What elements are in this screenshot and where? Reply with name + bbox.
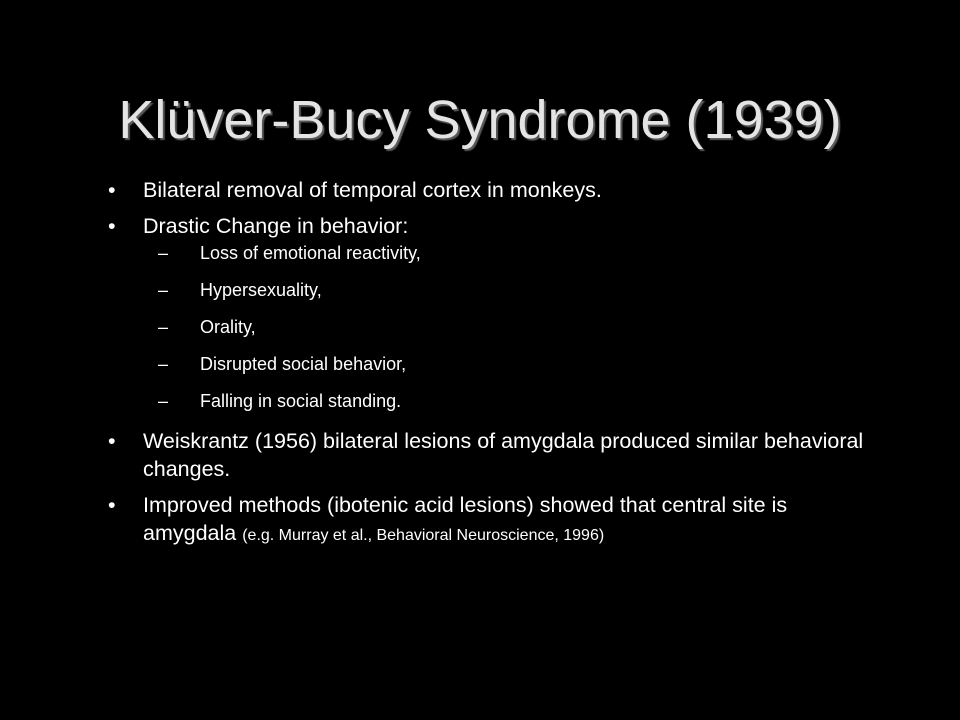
bullet-marker: • [108, 429, 116, 453]
bullet-item [108, 176, 878, 204]
bullet-item [108, 212, 878, 413]
sub-bullet-item [158, 353, 928, 376]
dash-marker: – [158, 280, 169, 300]
dash-marker: – [158, 354, 169, 374]
dash-marker: – [158, 391, 169, 411]
bullet-text: Improved methods (ibotenic acid lesions) showed that central site is amygdala [143, 493, 788, 545]
bullet-marker: • [108, 493, 116, 517]
slide-title: Klüver-Bucy Syndrome (1939) [118, 90, 842, 150]
citation-text: (e.g. Murray et al., Behavioral Neuroscience, 1996) [242, 527, 605, 544]
bullet-item [108, 427, 878, 483]
bullet-text: Bilateral removal of temporal cortex in monkeys. [143, 178, 602, 202]
bullet-list [108, 176, 878, 558]
dash-marker: – [158, 243, 169, 263]
sub-bullet-text: Falling in social standing. [200, 391, 402, 411]
sub-bullet-text: Orality, [200, 317, 256, 337]
sub-bullet-text: Loss of emotional reactivity, [200, 243, 421, 263]
sub-bullet-item [158, 316, 928, 339]
bullet-text: Weiskrantz (1956) bilateral lesions of amygdala produced similar behavioral changes. [143, 429, 864, 481]
sub-bullet-item [158, 242, 928, 265]
dash-marker: – [158, 317, 169, 337]
bullet-item [108, 491, 878, 550]
sub-bullet-text: Disrupted social behavior, [200, 354, 407, 374]
bullet-marker: • [108, 178, 116, 202]
sub-bullet-list [143, 242, 878, 413]
sub-bullet-text: Hypersexuality, [200, 280, 322, 300]
sub-bullet-item [158, 279, 928, 302]
bullet-marker: • [108, 214, 116, 238]
sub-bullet-item [158, 390, 928, 413]
bullet-text: Drastic Change in behavior: [143, 214, 409, 238]
